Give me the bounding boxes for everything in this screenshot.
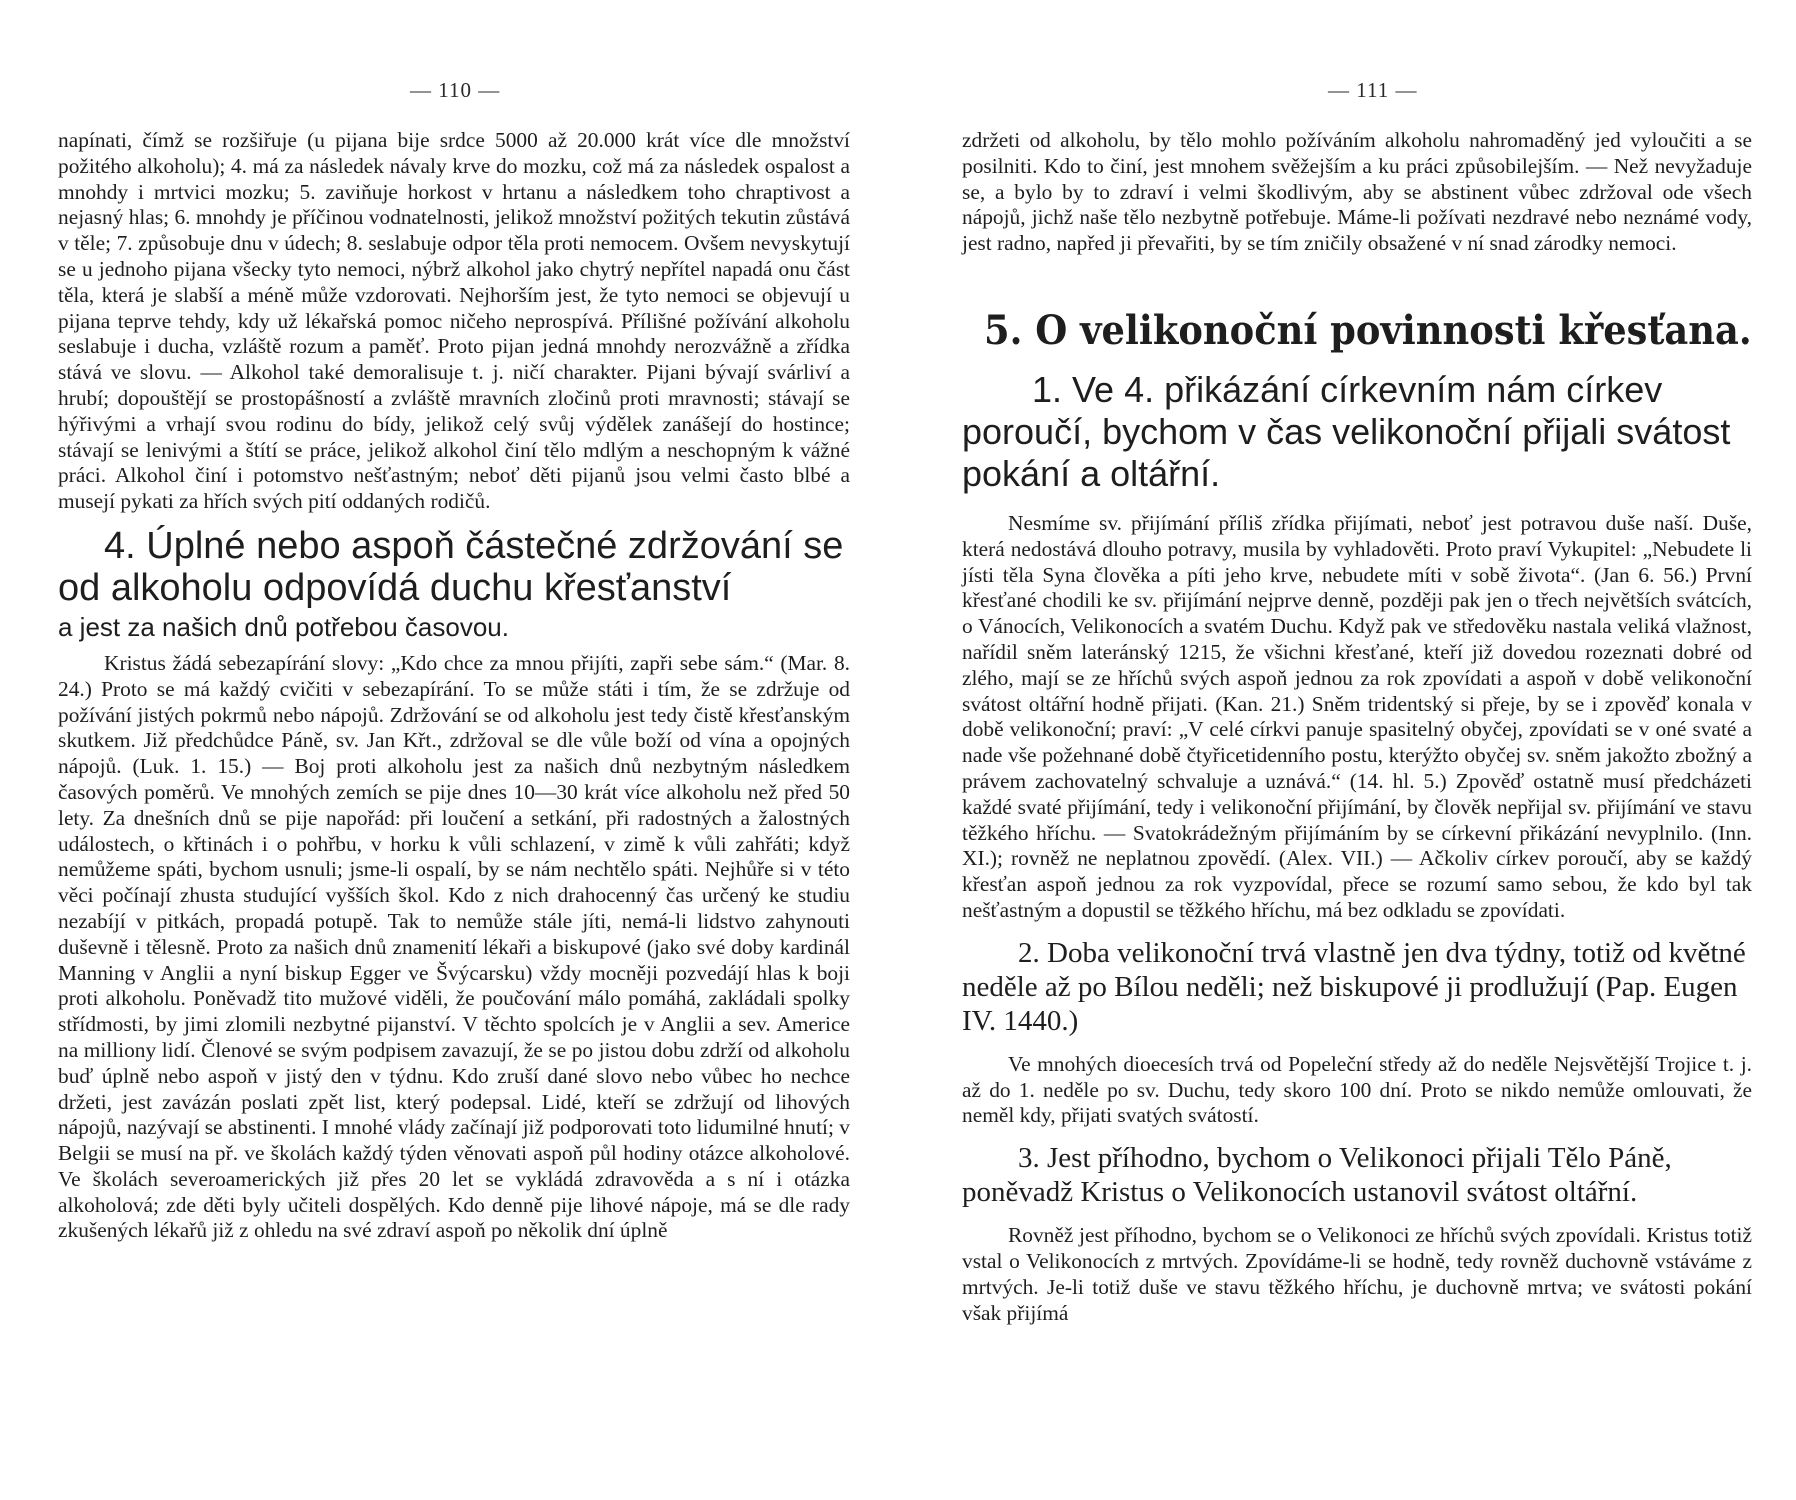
page-number: — 111 — (1328, 78, 1418, 102)
paragraph: Rovněž jest příhodno, bychom se o Velikonoci ze hříchů svých zpovídali. Kristus totiž vstal o Velikonocích z mrtvých. Zpovídáme-li se hodně, tedy rovněž duchovně vstáváme z mrtvých. Je-li totiž duše ve stavu těžkého hříchu, je duchovně mrtva; ve svátosti pokání však přijímá (962, 1223, 1752, 1325)
paragraph: Ve mnohých dioecesích trvá od Popeleční středy až do neděle Nejsvětější Trojice t. j. až do 1. neděle po sv. Duchu, tedy skoro 100 dní. Proto se nikdo nemůže omlouvati, že neměl kdy, přijati svatých svátostí. (962, 1051, 1752, 1128)
section-subheading: a jest za našich dnů potřebou časovou. (58, 611, 509, 642)
paragraph: Nesmíme sv. přijímání příliš zřídka přijímati, neboť jest potravou duše naší. Duše, která nedostává dlouho potravy, musila by vyhladověti. Proto praví Vykupitel: „Nebudete li jísti těla Syna člověka a píti jeho krve, nebudete míti v sobě života“. (Jan 6. 56.) První křesťané chodili ke sv. přijímání nejprve denně, později pak jen o třech největších svátcích, o Vánocích, Velikonocích a svatém Duchu. Když pak ve středověku nastala veliká vlažnost, nařídil sněm lateránský 1215, že všichni křesťané, kteří již dovedou rozeznati dobré od zlého, mají se ze hříchů svých aspoň jednou za rok zpovídati a aspoň v době velikonoční svátost oltářní hodně přijati. (Kan. 21.) Sněm tridentský si přeje, by se i zpověď konala v době velikonoční; praví: „V celé církvi panuje spasitelný obyčej, zpovídati se v oné svaté a nade vše požehnané době čtyřicetidenního postu, kterýžto obyčej sv. sněm jakožto zbožný a právem zachovatelný schvaluje a uznává.“ (14. hl. 5.) Zpověď ostatně musí předcházeti každé svaté přijímání, tedy i velikonoční přijímání, by člověk nepřijal sv. přijímání ve stavu těžkého hříchu. — Svatokrádežným přijímáním by se církevní přikázání nevyplnilo. (Inn. XI.); rovněž ne neplatnou zpovědí. (Alex. VII.) — Ačkoliv církev poroučí, aby se každý křesťan aspoň jednou za rok vyzpovídal, přece se rozumí samo sebou, že kdo byl tak nešťastným a dopustil se těžkého hříchu, má bez odkladu se zpovídati. (962, 510, 1752, 922)
subsection-heading: 3. Jest příhodno, bychom o Velikonoci přijali Tělo Páně, poněvadž Kristus o Velikonocích ustanovil svátost oltářní. (962, 1142, 1672, 1209)
paragraph: Kristus žádá sebezapírání slovy: „Kdo chce za mnou přijíti, zapři sebe sám.“ (Mar. 8. 24.) Proto se má každý cvičiti v sebezapírání. To se může státi i tím, že se zdržuje od požívání jistých pokrmů nebo nápojů. Zdržování se od alkoholu jest tedy čistě křesťanským skutkem. Již předchůdce Páně, sv. Jan Křt., zdržoval se dle vůle boží od vína a opojných nápojů. (Luk. 1. 15.) — Boj proti alkoholu jest za našich dnů nezbytným následkem časových poměrů. Ve mnohých zemích se pije dnes 10—30 krát více alkoholu než před 50 lety. Za dnešních dnů se pije napořád: při loučení a setkání, při radostných a žalostných událostech, o křtinách i o pohřbu, v horku k vůli schlazení, v zimě k vůli zahřáti; když nemůžeme spáti, bychom usnuli; jsme-li ospalí, by se nám nechtělo spáti. Nejhůře si v této věci počínají zhusta studující vyšších škol. Kdo z nich drahocenný čas určený ke studiu nezabíjí v pitkách, propadá potupě. Tak to nemůže stále jíti, nemá-li lidstvo zahynouti duševně i tělesně. Proto za našich dnů znamenití lékaři a biskupové (jako své doby kardinál Manning v Anglii a nyní biskup Egger ve Švýcarsku) vždy mocněji pozvedájí hlas k boji proti alkoholu. Poněvadž tito mužové viděli, že poučování málo pomáhá, zakládali spolky střídmosti, by jimi zlomili nezbytné pijanství. V těchto spolcích je v Anglii a sev. Americe na milliony lidí. Členové se svým podpisem zavazují, že se po jistou dobu zdrží od alkoholu buď úplně nebo aspoň v jistý den v týdnu. Kdo zruší dané slovo nebo vůbec ho nechce držeti, jest zavázán poslati zpět list, který podepsal. Lidé, kteří se zdržují od lihových nápojů, nazývají se abstinenti. I mnohé vlády začínají již podporovati toto lidumilné hnutí; v Belgii se musí na př. ve školách každý týden věnovati aspoň půl hodiny otázce alkoholové. Ve školách severoamerických již přes 20 let se vykládá zdravověda a s ní i otázka alkoholová; zde děti byly učiteli dospělých. Kdo denně pije lihové nápoje, má se dle rady zkušených lékařů již z ohledu na své zdraví aspoň po několik dní úplně (58, 650, 850, 1243)
right-page (898, 0, 1796, 1500)
paragraph: zdržeti od alkoholu, by tělo mohlo požíváním alkoholu nahromaděný jed vyloučiti a se posilniti. Kdo to činí, jest mnohem svěžejším a ku práci způsobilejším. — Než nevyžaduje se, a bylo by to zdraví i velmi škodlivým, aby se abstinent vůbec zdržoval ode všech nápojů, jichž naše tělo nezbytně potřebuje. Máme-li požívati nezdravé nebo neznámé vody, jest radno, napřed ji převařiti, by se tím zničily obsažené v ní snad zárodky nemoci. (962, 128, 1752, 256)
text-column (58, 128, 850, 1244)
subsection-heading: 1. Ve 4. přikázání církevním nám církev poroučí, bychom v čas velikonoční přijali svátost pokání a oltářní. (962, 368, 1731, 494)
paragraph: napínati, čímž se rozšiřuje (u pijana bije srdce 5000 až 20.000 krát více dle množství požitého alkoholu); 4. má za následek návaly krve do mozku, což má za následek ospalost a mnohdy i mrtvici mozku; 5. zaviňuje horkost v hrtanu a následkem toho chraptivost a nejasný hlas; 6. mnohdy je příčinou vodnatelnosti, jelikož množství požitých tekutin zůstává v těle; 7. způsobuje dnu v údech; 8. seslabuje odpor těla proti nemocem. Ovšem nevyskytují se u jednoho pijana všecky tyto nemoci, nýbrž alkohol jako chytrý nepřítel napadá onu část těla, která je slabší a méně může vzdorovati. Nejhorším jest, že tyto nemoci se objevují u pijana teprve tehdy, kdy už lékařská pomoc ničeho neprospívá. Přílišné požívání alkoholu seslabuje i ducha, vzláště rozum a paměť. Proto pijan jedná mnohdy nerozvážně a zřídka stává ve slovu. — Alkohol také demoralisuje t. j. ničí charakter. Pijani bývají svárliví a hrubí; dopouštějí se prostopášností a zvláště mravních zločinů proti mravnosti; stávají se hýřivými a vrhají svou rodinu do bídy, jelikož celý svůj výdělek zanášejí do hostince; stávají se lenivými a štítí se práce, jelikož alkohol činí tělo mdlým a neschopným k vážné práci. Alkohol činí i potomstvo nešťastným; neboť děti pijanů jsou velmi často blbé a musejí pykati za hřích svých pití oddaných rodičů. (58, 128, 850, 514)
chapter-heading: 5. O velikonoční povinnosti křesťana. (984, 306, 1752, 354)
page-number: — 110 — (410, 78, 501, 102)
text-column (962, 128, 1752, 1326)
section-heading: 4. Úplné nebo aspoň částečné zdržování se od alkoholu odpovídá duchu křesťanství (58, 524, 844, 609)
subsection-heading: 2. Doba velikonoční trvá vlastně jen dva týdny, totiž od květné neděle až po Bílou neděli; než biskupové ji prodlužují (Pap. Eugen IV. 1440.) (962, 936, 1746, 1037)
